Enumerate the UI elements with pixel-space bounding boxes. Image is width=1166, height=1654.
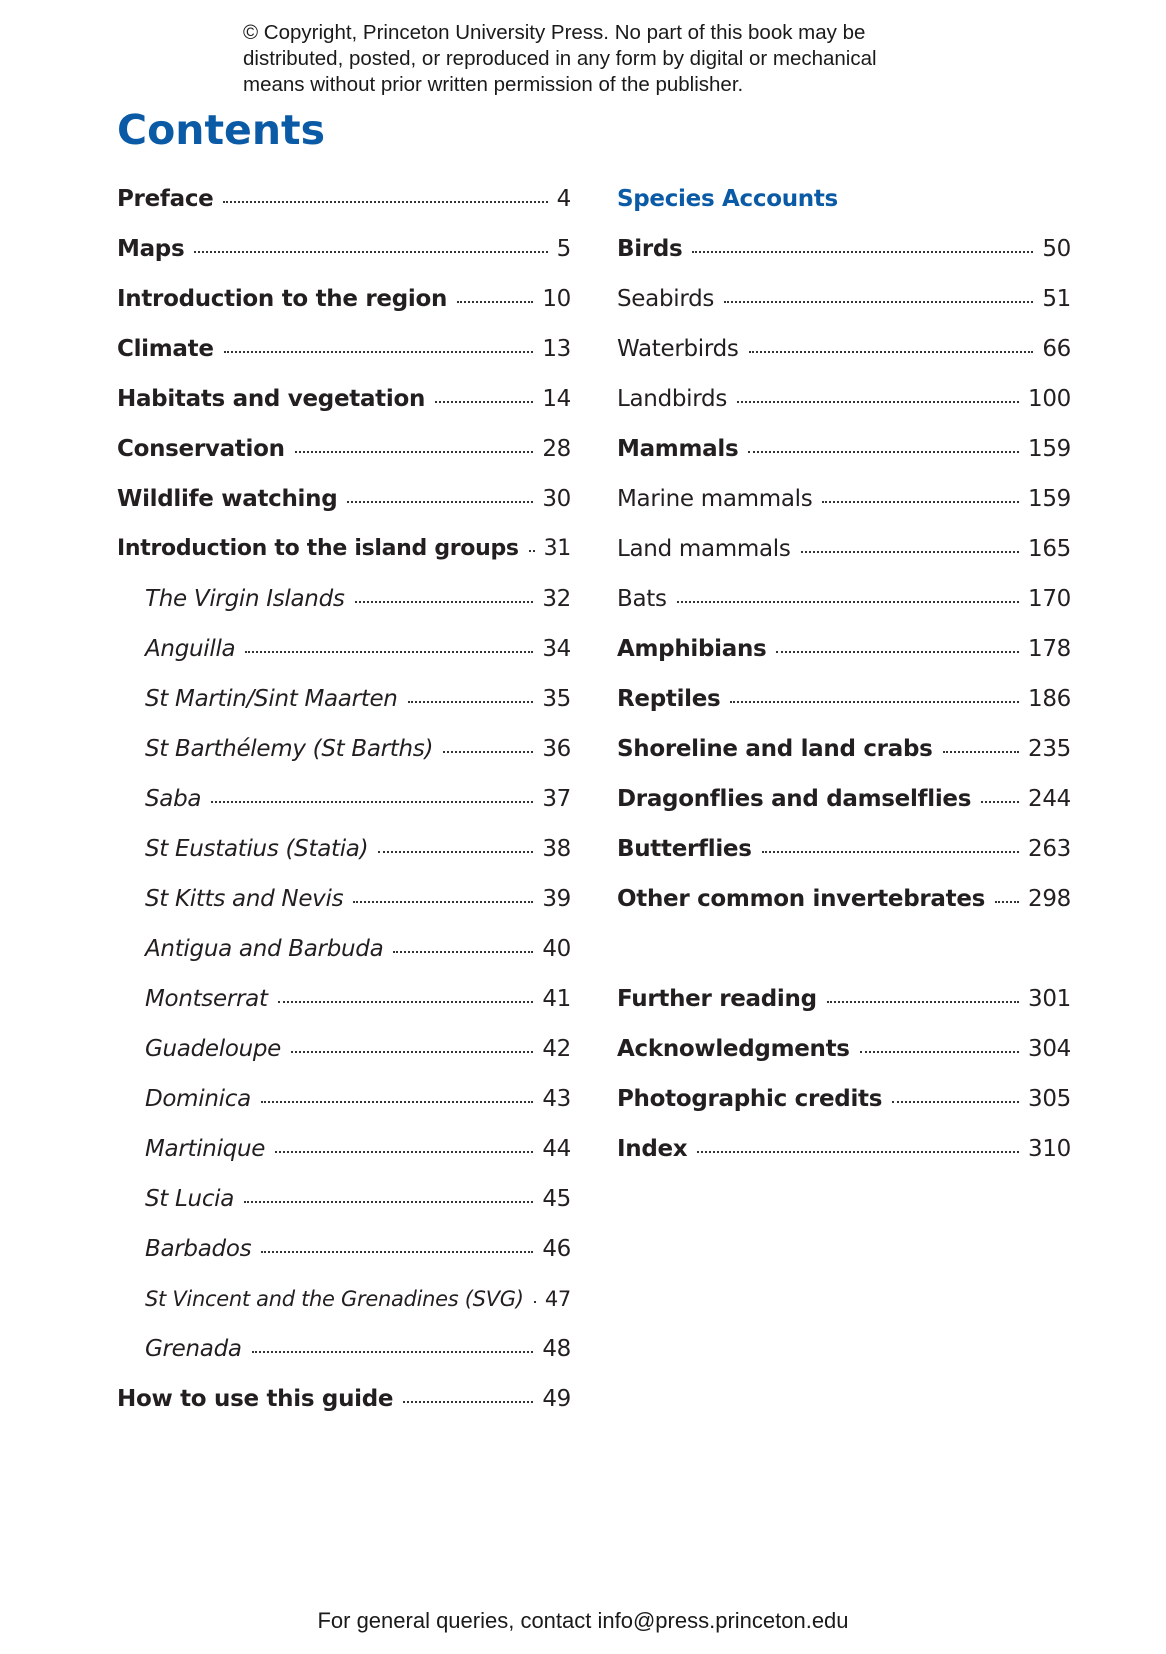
dot-leader bbox=[224, 351, 534, 353]
dot-leader bbox=[403, 1401, 533, 1403]
dot-leader bbox=[393, 951, 533, 953]
toc-entry-page: 51 bbox=[1042, 286, 1071, 312]
copyright-notice bbox=[243, 20, 963, 98]
toc-entry-page: 244 bbox=[1028, 786, 1071, 812]
toc-entry bbox=[117, 374, 571, 424]
toc-entry-label: Acknowledgments bbox=[617, 1036, 850, 1062]
toc-subentry bbox=[117, 1324, 571, 1374]
dot-leader bbox=[749, 351, 1034, 353]
toc-entry-page: 14 bbox=[542, 386, 571, 412]
toc-entry-label: Seabirds bbox=[617, 286, 715, 312]
toc-entry-page: 298 bbox=[1028, 886, 1071, 912]
dot-leader bbox=[443, 751, 533, 753]
toc-entry-label: Montserrat bbox=[145, 986, 268, 1012]
toc-entry-label: Dragonflies and damselflies bbox=[617, 786, 972, 812]
toc-entry bbox=[617, 1024, 1071, 1074]
toc-entry-label: Photographic credits bbox=[617, 1086, 883, 1112]
dot-leader bbox=[244, 1201, 533, 1203]
toc-entry-label: Land mammals bbox=[617, 536, 791, 562]
toc-entry-label: Mammals bbox=[617, 436, 739, 462]
toc-entry-label: Saba bbox=[145, 786, 202, 812]
toc-entry-page: 100 bbox=[1028, 386, 1071, 412]
toc-subentry bbox=[617, 524, 1071, 574]
toc-entry-label: Guadeloupe bbox=[145, 1036, 282, 1062]
toc-entry-page: 47 bbox=[544, 1287, 571, 1311]
toc-entry-page: 5 bbox=[556, 236, 571, 262]
toc-entry-label: Birds bbox=[617, 236, 683, 262]
dot-leader bbox=[748, 451, 1019, 453]
toc-entry-label: Dominica bbox=[145, 1086, 251, 1112]
toc-entry-label: Habitats and vegetation bbox=[117, 386, 426, 412]
toc-entry-page: 46 bbox=[542, 1236, 571, 1262]
toc-entry-label: How to use this guide bbox=[117, 1386, 394, 1412]
toc-entry-page: 10 bbox=[542, 286, 571, 312]
toc-subentry bbox=[117, 874, 571, 924]
dot-leader bbox=[275, 1151, 533, 1153]
section-heading-label: Species Accounts bbox=[617, 186, 838, 212]
dot-leader bbox=[534, 1301, 536, 1303]
dot-leader bbox=[194, 251, 547, 253]
toc-entry-label: Wildlife watching bbox=[117, 486, 338, 512]
toc-entry bbox=[617, 824, 1071, 874]
dot-leader bbox=[457, 301, 533, 303]
copyright-line: distributed, posted, or reproduced in any form by digital or mechanical bbox=[243, 47, 877, 70]
toc-entry-page: 159 bbox=[1028, 486, 1071, 512]
toc-entry-label: St Eustatius (Statia) bbox=[145, 836, 369, 862]
toc-entry-page: 310 bbox=[1028, 1136, 1071, 1162]
toc-entry-page: 28 bbox=[542, 436, 571, 462]
toc-entry bbox=[117, 524, 571, 574]
toc-entry bbox=[117, 274, 571, 324]
toc-entry-page: 40 bbox=[542, 936, 571, 962]
toc-subentry bbox=[617, 474, 1071, 524]
toc-entry bbox=[617, 874, 1071, 924]
toc-entry-page: 43 bbox=[542, 1086, 571, 1112]
toc-entry-page: 34 bbox=[542, 636, 571, 662]
dot-leader bbox=[776, 651, 1019, 653]
toc-subentry bbox=[117, 574, 571, 624]
toc-entry bbox=[617, 624, 1071, 674]
toc-entry-label: Climate bbox=[117, 336, 214, 362]
toc-entry-page: 31 bbox=[543, 536, 571, 561]
toc-entry bbox=[617, 424, 1071, 474]
dot-leader bbox=[408, 701, 534, 703]
toc-subentry bbox=[117, 624, 571, 674]
dot-leader bbox=[827, 1001, 1019, 1003]
toc-entry-page: 35 bbox=[542, 686, 571, 712]
toc-entry bbox=[617, 224, 1071, 274]
toc-entry-page: 186 bbox=[1028, 686, 1071, 712]
toc-entry-page: 41 bbox=[542, 986, 571, 1012]
toc-entry-label: Introduction to the island groups bbox=[117, 536, 519, 561]
toc-subentry bbox=[617, 374, 1071, 424]
toc-subentry bbox=[117, 1124, 571, 1174]
copyright-line: means without prior written permission of the publisher. bbox=[243, 73, 744, 96]
dot-leader bbox=[697, 1151, 1019, 1153]
toc-entry bbox=[617, 674, 1071, 724]
toc-entry-label: Other common invertebrates bbox=[617, 886, 986, 912]
toc-entry-label: Marine mammals bbox=[617, 486, 813, 512]
dot-leader bbox=[995, 901, 1019, 903]
toc-entry-page: 39 bbox=[542, 886, 571, 912]
toc-subentry bbox=[117, 674, 571, 724]
toc-entry-page: 159 bbox=[1028, 436, 1071, 462]
dot-leader bbox=[223, 201, 547, 203]
dot-leader bbox=[822, 501, 1019, 503]
dot-leader bbox=[692, 251, 1033, 253]
toc-entry bbox=[117, 324, 571, 374]
toc-entry-label: St Martin/Sint Maarten bbox=[145, 686, 398, 712]
toc-subentry bbox=[617, 574, 1071, 624]
dot-leader bbox=[252, 1351, 534, 1353]
toc-entry-page: 30 bbox=[542, 486, 571, 512]
toc-subentry bbox=[117, 824, 571, 874]
toc-entry-label: Anguilla bbox=[145, 636, 236, 662]
page-title: Contents bbox=[117, 106, 326, 154]
toc-entry bbox=[117, 174, 571, 224]
dot-leader bbox=[295, 451, 534, 453]
toc-subentry bbox=[117, 1024, 571, 1074]
toc-entry-page: 13 bbox=[542, 336, 571, 362]
toc-entry-page: 45 bbox=[542, 1186, 571, 1212]
toc-subentry bbox=[117, 924, 571, 974]
toc-entry-label: Preface bbox=[117, 186, 214, 212]
toc-subentry bbox=[117, 1174, 571, 1224]
contents-left-column bbox=[117, 174, 571, 1424]
dot-leader bbox=[278, 1001, 534, 1003]
toc-entry bbox=[617, 1124, 1071, 1174]
toc-entry bbox=[617, 974, 1071, 1024]
toc-entry-page: 49 bbox=[542, 1386, 571, 1412]
toc-entry-label: Bats bbox=[617, 586, 667, 612]
toc-entry bbox=[617, 774, 1071, 824]
dot-leader bbox=[355, 601, 534, 603]
toc-subentry bbox=[617, 274, 1071, 324]
dot-leader bbox=[291, 1051, 533, 1053]
toc-entry-page: 304 bbox=[1028, 1036, 1071, 1062]
dot-leader bbox=[245, 651, 533, 653]
toc-entry-label: Grenada bbox=[145, 1336, 242, 1362]
toc-gap bbox=[617, 924, 1071, 974]
copyright-line: © Copyright, Princeton University Press. No part of this book may be bbox=[243, 21, 866, 44]
toc-entry-label: Antigua and Barbuda bbox=[145, 936, 384, 962]
toc-entry-page: 38 bbox=[542, 836, 571, 862]
toc-subentry bbox=[117, 1274, 571, 1324]
toc-entry-page: 178 bbox=[1028, 636, 1071, 662]
toc-entry-label: Amphibians bbox=[617, 636, 767, 662]
toc-subentry bbox=[617, 324, 1071, 374]
toc-entry-label: St Kitts and Nevis bbox=[145, 886, 344, 912]
dot-leader bbox=[347, 501, 533, 503]
toc-entry-page: 37 bbox=[542, 786, 571, 812]
dot-leader bbox=[435, 401, 533, 403]
toc-entry-page: 301 bbox=[1028, 986, 1071, 1012]
dot-leader bbox=[261, 1251, 533, 1253]
toc-entry bbox=[617, 1074, 1071, 1124]
toc-entry-page: 48 bbox=[542, 1336, 571, 1362]
toc-entry-label: Maps bbox=[117, 236, 185, 262]
toc-entry-label: Martinique bbox=[145, 1136, 266, 1162]
toc-entry-label: Reptiles bbox=[617, 686, 721, 712]
dot-leader bbox=[724, 301, 1033, 303]
dot-leader bbox=[737, 401, 1019, 403]
toc-entry-page: 32 bbox=[542, 586, 571, 612]
toc-entry-label: Shoreline and land crabs bbox=[617, 736, 933, 762]
dot-leader bbox=[860, 1051, 1019, 1053]
dot-leader bbox=[762, 851, 1019, 853]
dot-leader bbox=[943, 751, 1020, 753]
dot-leader bbox=[529, 550, 535, 552]
toc-subentry bbox=[117, 974, 571, 1024]
toc-entry-page: 165 bbox=[1028, 536, 1071, 562]
toc-entry-label: Conservation bbox=[117, 436, 285, 462]
toc-entry-label: St Lucia bbox=[145, 1186, 235, 1212]
dot-leader bbox=[353, 901, 533, 903]
toc-entry-label: Introduction to the region bbox=[117, 286, 448, 312]
toc-entry-page: 42 bbox=[542, 1036, 571, 1062]
dot-leader bbox=[801, 551, 1019, 553]
toc-entry-label: Waterbirds bbox=[617, 336, 739, 362]
toc-entry-label: The Virgin Islands bbox=[145, 586, 345, 612]
toc-entry-label: St Vincent and the Grenadines (SVG) bbox=[145, 1287, 524, 1311]
contents-right-column bbox=[617, 174, 1071, 1174]
toc-entry-page: 235 bbox=[1028, 736, 1071, 762]
toc-entry-label: Landbirds bbox=[617, 386, 728, 412]
toc-entry-page: 4 bbox=[556, 186, 571, 212]
toc-subentry bbox=[117, 1074, 571, 1124]
toc-entry bbox=[117, 1374, 571, 1424]
toc-entry bbox=[117, 474, 571, 524]
dot-leader bbox=[981, 801, 1019, 803]
toc-entry-label: Further reading bbox=[617, 986, 817, 1012]
toc-entry-page: 305 bbox=[1028, 1086, 1071, 1112]
toc-entry-page: 263 bbox=[1028, 836, 1071, 862]
toc-subentry bbox=[117, 774, 571, 824]
dot-leader bbox=[261, 1101, 533, 1103]
dot-leader bbox=[892, 1101, 1019, 1103]
toc-entry bbox=[117, 424, 571, 474]
toc-entry-label: Index bbox=[617, 1136, 688, 1162]
section-heading bbox=[617, 174, 1071, 224]
toc-subentry bbox=[117, 724, 571, 774]
toc-entry bbox=[617, 724, 1071, 774]
toc-entry-page: 66 bbox=[1042, 336, 1071, 362]
dot-leader bbox=[378, 851, 533, 853]
toc-entry-label: Barbados bbox=[145, 1236, 252, 1262]
dot-leader bbox=[730, 701, 1019, 703]
toc-entry-label: St Barthélemy (St Barths) bbox=[145, 736, 434, 762]
footer-contact: For general queries, contact info@press.princeton.edu bbox=[317, 1608, 849, 1633]
toc-entry-page: 170 bbox=[1028, 586, 1071, 612]
toc-entry-label: Butterflies bbox=[617, 836, 752, 862]
toc-entry-page: 44 bbox=[542, 1136, 571, 1162]
dot-leader bbox=[211, 801, 533, 803]
toc-entry-page: 50 bbox=[1042, 236, 1071, 262]
toc-subentry bbox=[117, 1224, 571, 1274]
dot-leader bbox=[677, 601, 1019, 603]
toc-entry-page: 36 bbox=[542, 736, 571, 762]
toc-entry bbox=[117, 224, 571, 274]
